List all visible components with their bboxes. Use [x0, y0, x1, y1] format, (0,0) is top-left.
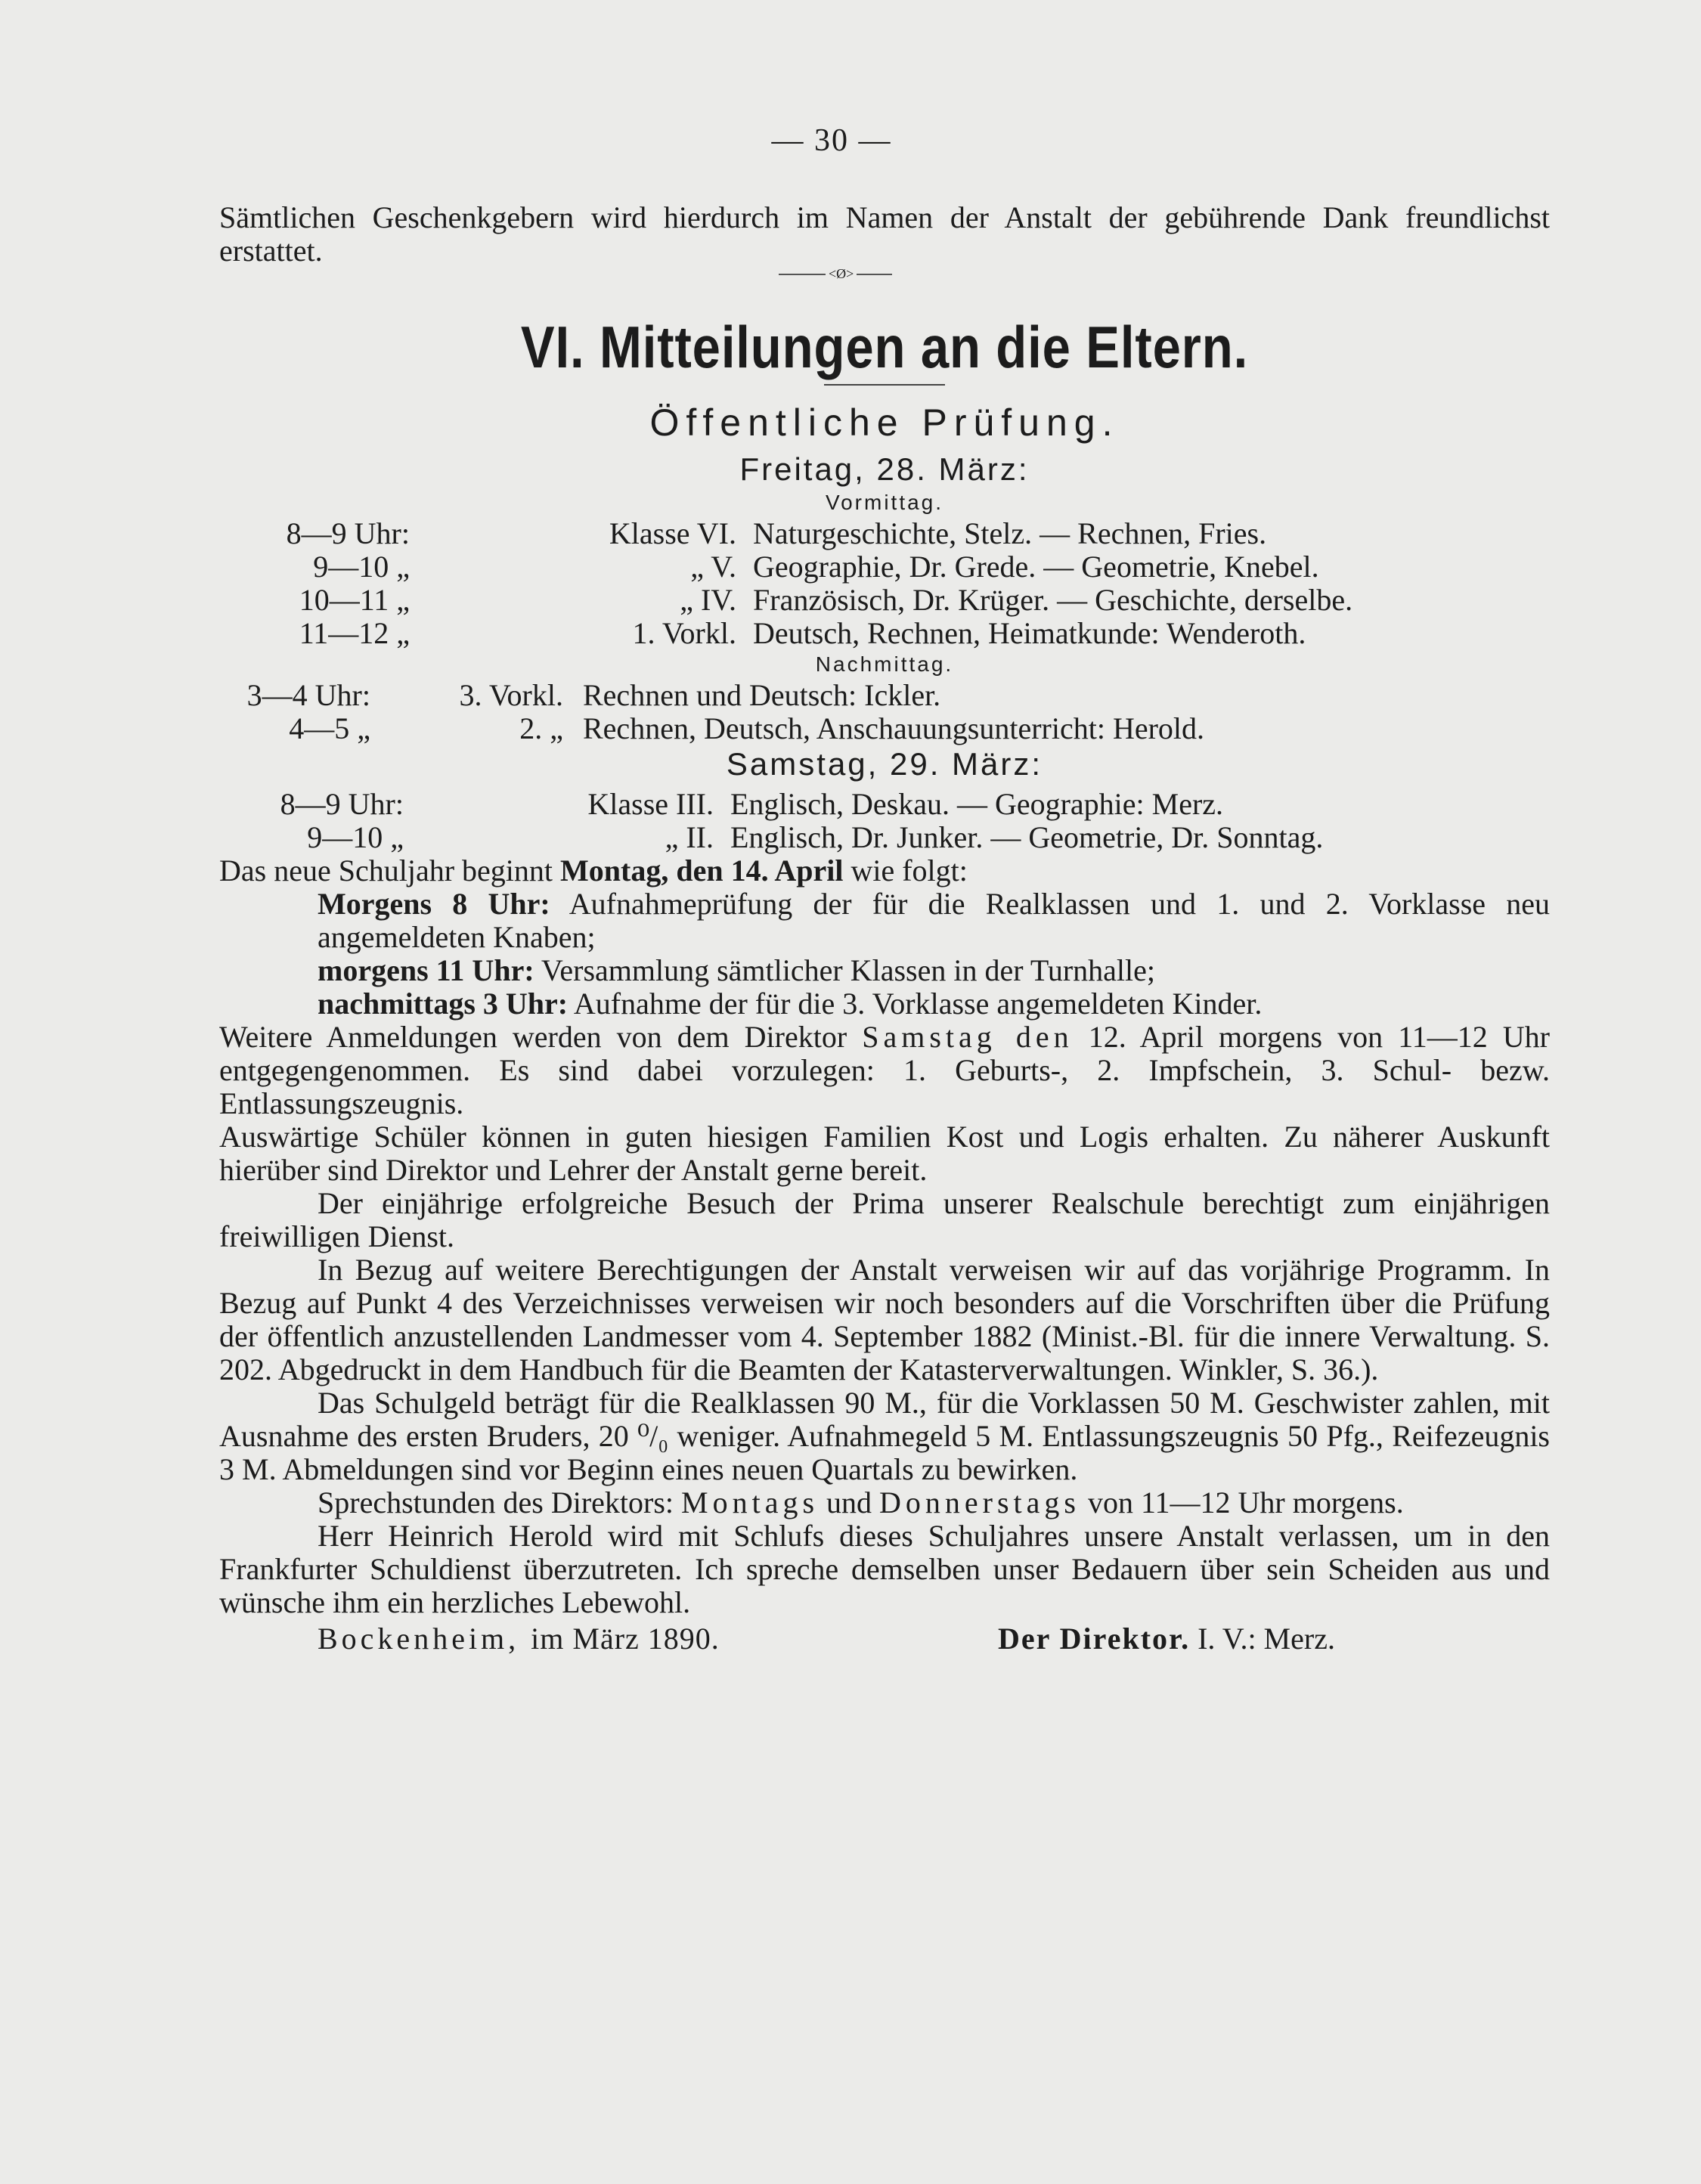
ornament-glyph: <Ø>	[826, 266, 857, 281]
office-hours-paragraph: Sprechstunden des Direktors: Montags und Donnerstags von 11—12 Uhr morgens.	[318, 1485, 1404, 1520]
schoolyear-start-date: Montag, den 14. April	[560, 853, 844, 888]
text-column	[219, 201, 1550, 1656]
schedule-row	[219, 788, 1550, 821]
farewell-paragraph: Herr Heinrich Herold wird mit Schlufs dieses Schuljahres unsere Anstalt verlassen, um in den Frankfurter Schuldienst überzutreten. Ich spreche demselben unser Bedauern über sein Scheiden aus und wünsche ihm ein herzliches Lebewohl.	[219, 1519, 1550, 1619]
schedule-class: 2. „	[519, 711, 563, 745]
schedule-subjects: Rechnen und Deutsch: Ickler.	[583, 678, 941, 712]
schedule-class: 1. Vorkl.	[632, 616, 736, 650]
signature-deputy: I. V.: Merz.	[1198, 1622, 1335, 1656]
page-number: — 30 —	[771, 123, 892, 158]
schedule-row	[219, 712, 1550, 745]
schedule-time: 11—12 „	[299, 616, 410, 650]
schedule-subjects: Französisch, Dr. Krüger. — Geschichte, derselbe.	[753, 583, 1353, 617]
friday-morning-label: Vormittag.	[825, 491, 944, 514]
schedule-class: Klasse III.	[587, 787, 714, 821]
ornament-divider	[779, 266, 892, 283]
schedule-subjects: Geographie, Dr. Grede. — Geometrie, Knebel.	[753, 550, 1319, 584]
schedule-class: 3. Vorkl.	[459, 678, 563, 712]
fees-paragraph: Das Schulgeld beträgt für die Realklassen 90 M., für die Vorklassen 50 M. Geschwister zahlen, mit Ausnahme des ersten Bruders, 20 ⁰/₀ weniger. Aufnahmegeld 5 M. Entlassungszeugnis 50 Pfg., Reifezeugnis 3 M. Abmeldungen sind vor Beginn eines neuen Quartals zu bewirken.	[219, 1386, 1551, 1486]
schedule-subjects: Naturgeschichte, Stelz. — Rechnen, Fries.	[753, 516, 1267, 550]
schedule-time: 9—10 „	[313, 550, 410, 584]
friday-heading: Freitag, 28. März:	[739, 451, 1030, 487]
schedule-subjects: Deutsch, Rechnen, Heimatkunde: Wenderoth.	[753, 616, 1306, 650]
schedule-time: 8—9 Uhr:	[286, 516, 410, 550]
signature	[937, 1622, 1335, 1656]
section-title: VI. Mitteilungen an die Eltern.	[520, 314, 1249, 380]
exam-title: Öffentliche Prüfung.	[649, 401, 1120, 444]
schedule-class: „ II.	[665, 820, 714, 854]
schedule-row	[219, 617, 1550, 650]
signature-title: Der Direktor.	[998, 1622, 1191, 1656]
prima-paragraph: Der einjährige erfolgreiche Besuch der Prima unserer Realschule berechtigt zum einjährigen freiwilligen Dienst.	[219, 1186, 1550, 1253]
schedule-subjects: Englisch, Dr. Junker. — Geometrie, Dr. Sonntag.	[730, 820, 1324, 854]
schedule-time: 4—5 „	[289, 711, 370, 745]
schedule-class: Klasse VI.	[609, 516, 736, 550]
place-date: Bockenheim, im März 1890.	[318, 1622, 720, 1656]
rights-paragraph: In Bezug auf weitere Berechtigungen der Anstalt verweisen wir auf das vorjährige Programm. In Bezug auf Punkt 4 des Verzeichnisses verweisen wir noch besonders auf die Vorschriften über die Prüfung der öffentlich anzustellenden Landmesser vom 4. September 1882 (Minist.-Bl. für die innere Verwaltung. S. 202. Abgedruckt in dem Handbuch für die Beamten der Katasterverwaltungen. Winkler, S. 36.).	[219, 1253, 1550, 1386]
signature-line	[219, 1622, 1550, 1656]
schedule-row	[219, 821, 1550, 854]
schedule-row	[219, 584, 1550, 617]
schedule-time: 9—10 „	[307, 820, 404, 854]
saturday-schedule	[219, 788, 1550, 854]
schoolyear-item: morgens 11 Uhr: Versammlung sämtlicher Klassen in der Turnhalle;	[318, 953, 1156, 987]
schedule-class: „ IV.	[680, 583, 736, 617]
schedule-time: 10—11 „	[299, 583, 410, 617]
intro-paragraph: Sämtlichen Geschenkgebern wird hierdurch im Namen der Anstalt der gebührende Dank freundlichst erstattet.	[219, 200, 1550, 268]
schoolyear-item: nachmittags 3 Uhr: Aufnahme der für die 3. Vorklasse angemeldeten Kinder.	[318, 987, 1263, 1021]
title-rule	[824, 384, 945, 396]
schedule-subjects: Englisch, Deskau. — Geographie: Merz.	[730, 787, 1224, 821]
schedule-class: „ V.	[690, 550, 736, 584]
schoolyear-item-time: morgens 11 Uhr:	[318, 953, 534, 987]
saturday-heading: Samstag, 29. März:	[726, 746, 1043, 782]
schedule-subjects: Rechnen, Deutsch, Anschauungsunterricht: Herold.	[583, 711, 1205, 745]
schedule-row	[219, 550, 1550, 584]
registration-paragraph: Weitere Anmeldungen werden von dem Direktor Samstag den 12. April morgens von 11—12 Uhr entgegengenommen. Es sind dabei vorzulegen: 1. Geburts-, 2. Impfschein, 3. Schul- bezw. Entlassungszeugnis.	[219, 1020, 1550, 1120]
schoolyear-item: Morgens 8 Uhr: Aufnahmeprüfung der für die Realklassen und 1. und 2. Vorklasse neu angemeldeten Knaben;	[318, 887, 1551, 954]
schedule-time: 3—4 Uhr:	[246, 678, 370, 712]
schedule-time: 8—9 Uhr:	[280, 787, 404, 821]
schoolyear-item-time: Morgens 8 Uhr:	[318, 887, 550, 921]
schoolyear-intro: Das neue Schuljahr beginnt Montag, den 14. April wie folgt:	[219, 853, 968, 888]
friday-afternoon-schedule	[219, 679, 1550, 745]
schoolyear-item-time: nachmittags 3 Uhr:	[318, 987, 569, 1021]
friday-morning-schedule	[219, 517, 1550, 650]
boarding-paragraph: Auswärtige Schüler können in guten hiesigen Familien Kost und Logis erhalten. Zu näherer Auskunft hierüber sind Direktor und Lehrer der Anstalt gerne bereit.	[219, 1120, 1550, 1187]
friday-afternoon-label: Nachmittag.	[815, 652, 954, 676]
schedule-row	[219, 679, 1550, 712]
schedule-row	[219, 517, 1550, 550]
